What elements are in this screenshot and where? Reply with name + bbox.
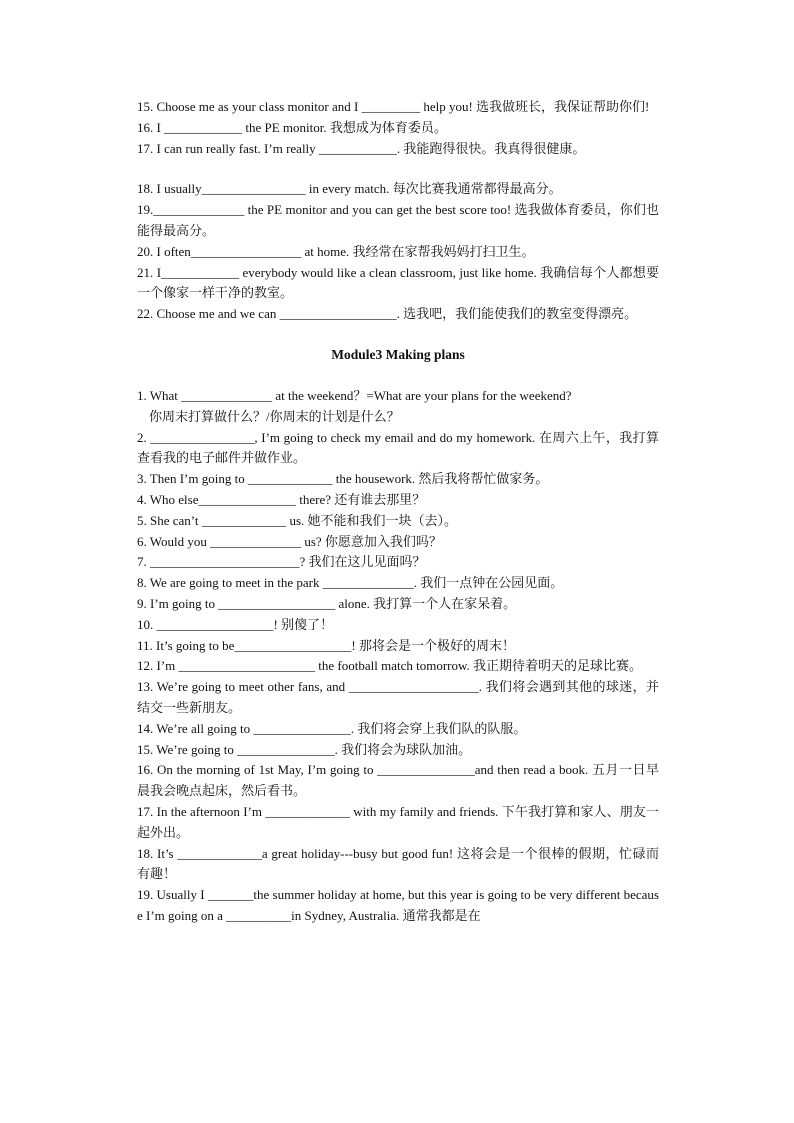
exercise-line: 15. Choose me as your class monitor and I _________ help you! 选我做班长，我保证帮助你们! bbox=[137, 99, 650, 114]
exercise-line: 20. I often_________________ at home. 我经常在家帮我妈妈打扫卫生。 bbox=[137, 243, 535, 259]
exercise-line: 3. Then I’m going to _____________ the housework. 然后我将帮忙做家务。 bbox=[137, 471, 549, 487]
exercise-line: 4. Who else_______________ there? 还有谁去那里？ bbox=[137, 491, 426, 507]
exercise-line: 13. We’re going to meet other fans, and ____________________. 我们将会遇到其他的球迷，并结交一些新朋友。 bbox=[137, 679, 659, 715]
exercise-line: 11. It’s going to be__________________! 那将会是一个极好的周末！ bbox=[137, 637, 515, 653]
exercise-line: 17. In the afternoon I’m _____________ with my family and friends. 下午我打算和家人、朋友一起外出。 bbox=[137, 803, 659, 840]
exercise-line: 22. Choose me and we can __________________. 选我吧，我们能使我们的教室变得漂亮。 bbox=[137, 306, 638, 322]
exercise-line: 2. ________________, I’m going to check my email and do my homework. 在周六上午，我打算查看我的电子邮件并做作业。 bbox=[137, 429, 659, 466]
exercise-line: 5. She can’t _____________ us. 她不能和我们一块（去）。 bbox=[137, 512, 458, 528]
exercise-line: 17. I can run really fast. I’m really ____________. 我能跑得很快。我真得很健康。 bbox=[137, 140, 586, 156]
exercise-line: 16. I ____________ the PE monitor. 我想成为体育委员。 bbox=[137, 119, 447, 135]
exercise-line: 7. _______________________? 我们在这儿见面吗？ bbox=[137, 554, 426, 570]
section-exercises-15-17 bbox=[137, 97, 659, 159]
exercise-line: 18. I usually________________ in every match. 每次比赛我通常都得最高分。 bbox=[137, 181, 562, 197]
module3-exercises bbox=[137, 386, 659, 927]
spacer bbox=[137, 159, 659, 179]
exercise-line: 18. It’s _____________a great holiday---busy but good fun! 这将会是一个很棒的假期，忙碌而有趣！ bbox=[137, 845, 659, 882]
exercise-line: 1. What ______________ at the weekend？=What are your plans for the weekend? bbox=[137, 387, 572, 403]
section-exercises-18-22 bbox=[137, 179, 659, 325]
document-page bbox=[137, 97, 659, 927]
exercise-line: 19. Usually I _______the summer holiday at home, but this year is going to be very different because I’m going on a __________in Sydney, Australia. 通常我都是在 bbox=[137, 887, 659, 923]
exercise-line: 19.______________ the PE monitor and you can get the best score too! 选我做体育委员，你们也能得最高分。 bbox=[137, 202, 659, 238]
exercise-line: 15. We’re going to _______________. 我们将会为球队加油。 bbox=[137, 741, 472, 757]
exercise-line: 21. I____________ everybody would like a clean classroom, just like home. 我确信每个人都想要一个像家一样干净的教室。 bbox=[137, 264, 659, 301]
module-title: Module3 Making plans bbox=[331, 346, 465, 362]
exercise-line: 16. On the morning of 1st May, I’m going to _______________and then read a book. 五月一日早晨我会晚点起床，然后看书。 bbox=[137, 762, 659, 799]
exercise-line: 14. We’re all going to _______________. 我们将会穿上我们队的队服。 bbox=[137, 720, 527, 736]
exercise-line: 10. __________________! 别傻了！ bbox=[137, 616, 334, 632]
exercise-line: 8. We are going to meet in the park ______________. 我们一点钟在公园见面。 bbox=[137, 575, 564, 591]
exercise-line: 12. I’m _____________________ the football match tomorrow. 我正期待着明天的足球比赛。 bbox=[137, 658, 643, 674]
exercise-line: 6. Would you ______________ us? 你愿意加入我们吗？ bbox=[137, 533, 442, 549]
exercise-line: 你周末打算做什么？/你周末的计划是什么？ bbox=[149, 408, 400, 424]
exercise-line: 9. I’m going to __________________ alone. 我打算一个人在家呆着。 bbox=[137, 595, 517, 611]
